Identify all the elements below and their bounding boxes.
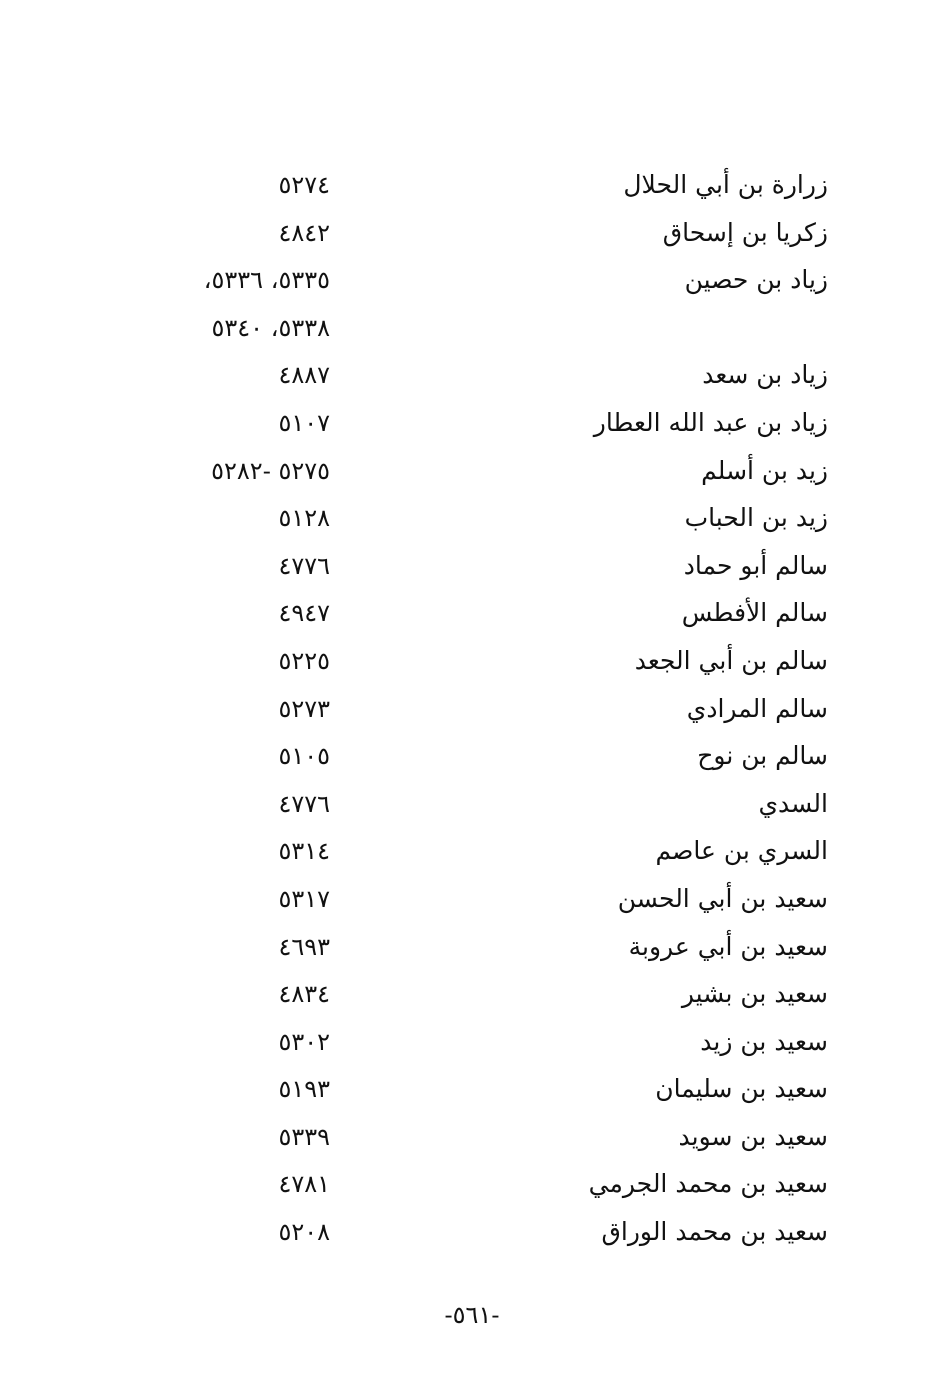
hadith-references: ٤٨٨٧ (278, 361, 330, 390)
narrator-name: زياد بن سعد (702, 360, 828, 390)
index-row (0, 876, 944, 924)
hadith-references: ٥١٩٣ (278, 1075, 330, 1104)
index-row (0, 352, 944, 400)
narrator-name: سعيد بن سويد (678, 1121, 828, 1151)
narrator-name: زكريا بن إسحاق (662, 217, 828, 247)
hadith-references: ٥٣١٤ (278, 837, 330, 866)
index-entries (0, 162, 944, 1257)
index-row (0, 1019, 944, 1067)
hadith-references: ٥٢٢٥ (278, 646, 330, 675)
index-row (0, 638, 944, 686)
index-row (0, 210, 944, 258)
page-number: -٥٦١- (444, 1301, 500, 1329)
hadith-references: ٥١٢٨ (278, 504, 330, 533)
narrator-name: سالم المرادي (686, 693, 828, 723)
hadith-references: ٥١٠٧ (278, 408, 330, 437)
hadith-references: ٥٣٣٥، ٥٣٣٦، (203, 266, 330, 295)
hadith-references: ٤٧٧٦ (278, 789, 330, 818)
narrator-name: سعيد بن سليمان (655, 1074, 828, 1104)
narrator-name: سعيد بن محمد الوراق (601, 1217, 828, 1247)
hadith-references: ٤٨٤٢ (278, 218, 330, 247)
index-row (0, 733, 944, 781)
hadith-references: ٤٩٤٧ (278, 599, 330, 628)
index-row (0, 400, 944, 448)
narrator-name: سالم أبو حماد (683, 550, 828, 580)
index-row (0, 924, 944, 972)
narrator-name: سعيد بن بشير (681, 979, 828, 1009)
narrator-name: سالم الأفطس (681, 598, 828, 628)
narrator-name: زياد بن حصين (684, 265, 828, 295)
index-row (0, 1161, 944, 1209)
hadith-references: ٤٧٧٦ (278, 551, 330, 580)
index-row (0, 257, 944, 305)
hadith-references: ٤٨٣٤ (278, 980, 330, 1009)
hadith-references: ٥١٠٥ (278, 742, 330, 771)
hadith-references: ٤٦٩٣ (278, 932, 330, 961)
index-row (0, 495, 944, 543)
narrator-name: زيد بن أسلم (701, 455, 828, 485)
index-row (0, 971, 944, 1019)
hadith-references: ٥٢٧٥ -٥٢٨٢ (211, 456, 330, 485)
narrator-name: سعيد بن أبي الحسن (617, 883, 828, 913)
narrator-name: زرارة بن أبي الحلال (623, 170, 828, 199)
index-row (0, 305, 944, 353)
index-row (0, 543, 944, 591)
index-row (0, 1209, 944, 1257)
hadith-references: ٥٢٧٤ (278, 171, 330, 199)
index-row (0, 1066, 944, 1114)
index-row (0, 1114, 944, 1162)
index-row (0, 686, 944, 734)
hadith-references: ٥٣٠٢ (278, 1027, 330, 1056)
index-row (0, 828, 944, 876)
narrator-name: زياد بن عبد الله العطار (593, 407, 828, 437)
hadith-references: ٥٢٧٣ (278, 694, 330, 723)
narrator-name: سالم بن نوح (697, 741, 828, 771)
narrator-name: السدي (758, 788, 828, 818)
index-row (0, 162, 944, 210)
narrator-name: سالم بن أبي الجعد (634, 645, 828, 675)
hadith-references: ٥٣٣٩ (278, 1122, 330, 1151)
narrator-name: سعيد بن محمد الجرمي (588, 1169, 828, 1199)
narrator-name: السري بن عاصم (655, 836, 828, 866)
hadith-references: ٥٣١٧ (278, 884, 330, 913)
narrator-name: سعيد بن أبي عروبة (628, 931, 828, 961)
index-row (0, 448, 944, 496)
narrator-name: سعيد بن زيد (700, 1026, 828, 1056)
index-row (0, 590, 944, 638)
narrator-name: زيد بن الحباب (684, 503, 828, 533)
index-row (0, 781, 944, 829)
hadith-references: ٥٢٠٨ (278, 1218, 330, 1247)
hadith-references: ٥٣٣٨، ٥٣٤٠ (211, 313, 330, 342)
hadith-references: ٤٧٨١ (278, 1170, 330, 1199)
